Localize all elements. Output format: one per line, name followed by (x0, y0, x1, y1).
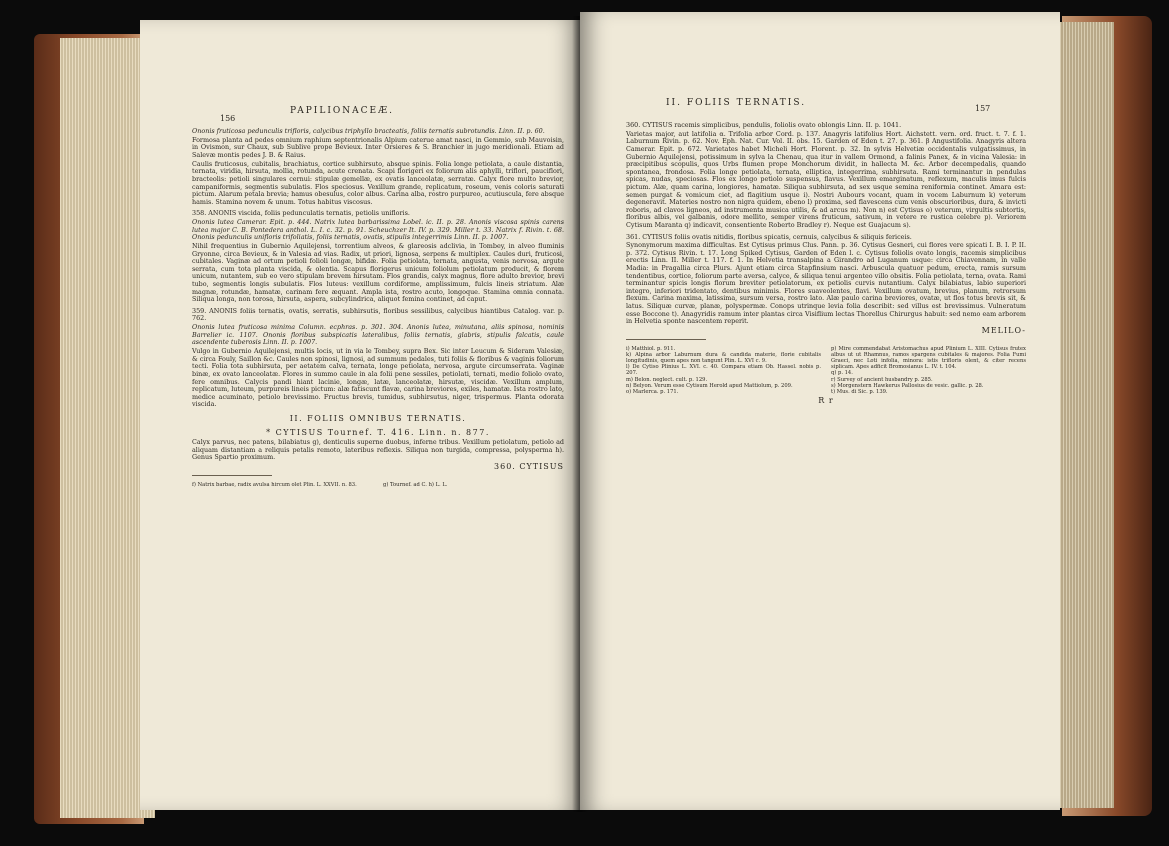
genus-description: Calyx parvus, nec patens, bilabiatus g), denticulis superne duobus, inferne tribus. Vexillum petiolatum, petiolo ad aliquam distantiam a reliquis petalis remoto, lateribus reflexis. Siliqua non turgida, compressa, polysperma h). Genus Spartio proximum. (192, 438, 564, 462)
left-running-head: PAPILIONACEÆ. (290, 106, 394, 116)
species-entry (192, 308, 564, 409)
footnote: g) Tournef. ad C. h) L. L. (383, 481, 448, 488)
entry-number: 358. (192, 209, 207, 218)
catchword: 360. CYTISUS (494, 462, 564, 472)
paragraph: Caulis fruticosus, cubitalis, brachiatus, cortice subhirsuto, absque spinis. Folia longe petiolata, a caule distantia, ternata, viridia, hirsuta, mollia, rotunda, acute crenata. Scapi florigeri ex foliorum alis aphylli, triflori, pauciflori, bracteolis: petioli singulares cernui: stipulæ gemellæ, ex ovatis lanceolatæ, serratæ. Calyx flore multo brevior, campaniformis, segmentis subulatis. Flos speciosus. Vexillum grande, replicatum, roseum, venis coloris saturati pictum. Alarum petala brevia; hamus obesulus, color albus. Carina alba, rostro purpureo, acutiuscula, fere absque hamis. Stamina novem & unum. Totus habitus viscosus. (192, 159, 564, 206)
book-spread (20, 8, 1152, 834)
right-page-number: 157 (975, 104, 991, 113)
species-entry (626, 234, 1026, 326)
footnote: r) Survey of ancient husbandry p. 285. (831, 376, 933, 383)
page-edges-right (1054, 22, 1114, 808)
footnote: s) Morgenstern Hawkerus Pallosius de vesic. gallic. p. 28. (831, 382, 984, 389)
entry-synonyms: Ononis lutea Camerar. Epit. p. 444. Natrix lutea barbarissima Lobel. ic. II. p. 28. Anonis viscosa spinis carens lutea major C. B. Pontedera anthol. L. I. c. 32. p. 91. Scheuchzer It. IV. p. 329. Miller t. 33. Natrix f. Rivin. t. 68. Ononis pedunculis unifloris trifoliatis, foliis ternatis, ovatis, stipulis integerrimis Linn. II. p. 1007. (192, 218, 564, 242)
footnote: k) Alpina arbor Laburnum dura & candida materie, florie cubitalis longitudinis, quem apes non tangunt Plin. L. XVI c. 9. (626, 351, 821, 364)
paragraph: Formosa planta ad pedes omnium raphium septentrionalis Alpium caterue amat nasci, in Gemmio, sub Mauvoisin, in Ovismon, sur Chaux, sub Sublive prope Bevieux. Inter Orsieres & S. Branchier in jugo meridionali. Etiam ad Salevæ montis pedes J. B. & Raius. (192, 135, 564, 159)
section-heading: II. FOLIIS OMNIBUS TERNATIS. (289, 413, 467, 423)
footnote: f) Natrix barbae, radix avulsa hircum olet Plin. L. XXVII. n. 83. (192, 481, 357, 488)
entry-synonyms: Ononis lutea fruticosa minima Column. ecphras. p. 301. 304. Anonis lutea, minutana, aliis spinosa, nominis Barrelier ic. 1107. Ononis floribus subspicatis lateralibus, foliis ternatis, glabris, stipulis falcatis, caule ascendente tuberosis Linn. II. p. 1007. (192, 323, 564, 347)
footnote-rule (192, 475, 272, 476)
entry-text: Vulgo in Gubernio Aquilejensi, multis locis, ut in via le Tombey, supra Bex. Sic inter Leucum & Sideram Valesiæ, & circa Fouly, Saillon &c. Caules non spinosi, lignosi, ad summum pedales, tuti foliis & floribus & vaginis foliorum tecti. Folia tota subhirsuta, per aetatem calva, ternata, longe petiolata, nervosa, argute circumserrata. Vaginæ binæ, ex ovato lanceolatæ. Flores in summo caule in ala folii pene sessiles, petiolati, ternati, medio foliolo ovato, fere omnibus. Calycis pandi hiant lacinie, longæ, latæ, lanceolatæ, hirsutæ, viscidæ. Vexillum amplum, replicatum, luteum, purpureis lineis pictum: alæ fatiscunt flavæ, carina breviores, exiles, hamatæ. Ista rostro lato, medice acuminato, petiolo brevissimo. Fructus brevis, tumidus, subhirsutus, niger, trispermus. Planta odorata viscida. (192, 347, 565, 409)
left-page-number: 156 (220, 114, 236, 123)
entry-text: Synonymorum maxima difficultas. Est Cytisus primus Clus. Pann. p. 36. Cytisus Gesneri, cui flores vere spicati I. B. I. P. II. p. 372. Cytisus Rivin. t. 17. Long Spiked Cytisus, Garden of Eden l. c. Cytisus foliolis ovato longis, racemis simplicibus erectis Linn. II. Miller t. 117. f. 1. In Helvetia transalpina a Girandro ad Luganum usque: circa Chiavennam, in valle Madia: in Pragallia circa Plurs. Ajunt etiam circa Stapfinsium nasci. Arbuscula quatuor pedum, erecta, ramis sursum tendentibus, cortice, foliorum parte aversa, calyce, & siliqua tenui argenteo villo obsitis. Folia petiolata, terna, ovata. Rami terminantur spicis longis florum breviter petiolatorum, ex petiolis curvis nutantium. Calyx bilabiatus, labio superiori integro, inferiori tridentato, dentibus minimis. Flores suaveolentes, flavi. Vexillum ovatum, brevius, planum, retrorsum flexum. Carina maxima, latissima, sursum versa, rostro lato. Alæ paulo carina breviores, ovatæ, ut flos totus brevis sit, & latus. Siliquæ curvæ, planæ, polyspermæ. Conops utrinque levia folia describit: sed villus est brevissimus. Vulneratum esse Boccone t). Anagyridis ramum inter plantas circa Visiflium lectas Thorellus Chirurgus habuit: sed nemo eam arborem in Helvetia sponte nascentem reperit. (626, 241, 1026, 326)
footnote: p) Mire commendabat Aristomachus apud Plinium L. XIII. Cytisus frutex albus ut ut Rhamnus, ramos spargens cubitales & majores. Folia Fumi Graeci, nec Loti infolia, minora: istis trifloris olent, & citer recens siplicam. Apes adficit Bromosianus L. IV. t. 104. (831, 345, 1026, 371)
footnotes (626, 346, 1026, 396)
footnote: t) Mus. di Sic. p. 139. (831, 389, 888, 396)
genus-heading: * CYTISUS Tournef. T. 416. Linn. n. 877. (266, 427, 490, 437)
left-page (140, 20, 580, 810)
right-text-column (626, 118, 1026, 405)
footnote: m) Belon. neglect. cult. p. 129. (626, 376, 708, 383)
footnote: q) p. 14. (831, 370, 853, 377)
species-entry (626, 122, 1026, 230)
entry-title: CYTISUS foliis ovatis nitidis, floribus spicatis, cernuis, calycibus & siliquis fericeis. (642, 232, 912, 241)
species-entry (192, 210, 564, 304)
paragraph: Ononis fruticosa pedunculis trifloris, calycibus triphyllo bracteatis, foliis ternatis subrotundis. Linn. II. p. 60. (192, 127, 545, 135)
left-text-column (192, 128, 564, 488)
footnotes (192, 482, 564, 488)
entry-text: Nihil frequentius in Gubernio Aquilejensi, torrentium alveos, & glareosis adclivia, in Tombey, in alveo fluminis Gryonne, circa Bevieux, & in Valesia ad vias. Radix, ut priori, lignosa, serpens & multiplex. Caules duri, fruticosi, cubitales. Vaginæ ad ortum petioli folioli longæ, bifidæ. Folia petiolata, ternata, angusta, venis nervosa, argute serrata, cum tota planta viscida, & olentia. Scapus florigerus unicum foliolum petiolatum producit, & florem unicum, nutantem, sub eo vero stipulam brevem hirsutam. Flos grandis, calyx magnus, flore adulto brevior, brevi tubo, segmentis longis subulatis. Flos luteus: vexillum cordiforme, amplissimum, fulcis lineis striatum. Alæ magnæ, rotundæ, hamatæ, carinam fere æquant. Ampla ista, rostro acuto, longoque. Stamina omnia connata. Siliqua longa, non torosa, hirsuta, aspera, subcylindrica, aliquot femina continet, ad caput. (192, 242, 564, 304)
entry-title: CYTISUS racemis simplicibus, pendulis, foliolis ovato oblongis Linn. II. p. 1041. (642, 121, 902, 129)
footnote: n) Belyon. Verum esse Cytisum Herold apud Mattiolum, p. 209. (626, 382, 793, 389)
right-page (580, 12, 1060, 810)
entry-title: ANONIS viscida, foliis pedunculatis ternatis, petiolis unifloris. (208, 209, 410, 218)
entry-number: 361. (626, 232, 641, 241)
signature-mark: R r (818, 396, 834, 406)
right-running-head: II. FOLIIS TERNATIS. (666, 98, 807, 108)
footnotes-column-left (626, 346, 821, 396)
footnotes-column-right (831, 346, 1026, 396)
footnote: i) Matthiol. p. 911. (626, 345, 676, 352)
footnote: o) Marlerca. p. 171. (626, 389, 679, 396)
catchword: MELILO- (981, 326, 1026, 335)
entry-number: 359. (192, 306, 207, 315)
entry-title: ANONIS foliis ternatis, ovatis, serratis, subhirsutis, floribus sessilibus, calycibus hiantibus Catalog. var. p. 762. (192, 306, 564, 323)
entry-number: 360. (626, 121, 641, 129)
entry-text: Varietas major, aut latifolia α. Trifolia arbor Cord. p. 137. Anagyris latifolius Hort. Aichstett. vern. ord. fruct. t. 7. f. 1. Laburnum Rivin. p. 62. Nov. Eph. Nat. Cur. Vol. II. obs. 15. Garden of Eden t. 27. p. 361. β Angustifolia. Anagyris altera Camerar. Epit. p. 672. Varietates habet Micheli Hort. Florent. p. 32. In sylvis Helvetiæ occidentalis vulgatissimus, in Gubernio Aquilejensi, potissimum in sylva la Chenau, qua itur in vallem Ormond, a falinis Panex, & in vicina Valesia: in præcipitibus scopulis, quos Urbs flumen prope Monchorum dividit, in hallecta M. &c. Arbor decempedalis, quando spontanea, frondosa. Folia longe petiolata, ternata, elliptica, integerrima, subhirsuta. Rami terminantur in pendulas spicas, nudas, speciosas. Flos ex longo petiolo suspensus, flavus. Vexillum emarginatum, reflexum, maculis imus fulcis pictum. Alæ, quam carina, longiores, hamatæ. Siliqua subhirsuta, ad sex usque semina reniformia continet. Amara est: semen purgat & vomicum ciet, ad flagitium usque i). Nostri Aubours vocant, quam in vocem Laburnum k) veterum degeneravit. Materies nostro non nigra quidem, ebeno l) proxima, sed flavescens cum venis obscurioribus, dura, & invicti roboris, ad clavos ligneos, ad instrumenta musica utilis, & ad arcus m). Non n) est Cytisus o) veterum, virgultis subtortis, floribus albis, vel galbanis, odore mellito, semper virens fruticum, sativum, in vetere re rustica celebre p). Veriorem Cytisum Maranta q) indicavit, consentiente Roberto Bradley r). Neque est Guajacum s). (626, 129, 1026, 229)
footnote-rule (626, 339, 706, 340)
footnote: l) De Cytiso Plinius L. XVI. c. 40. Compara etiam Ob. Hassel. nobis p. 207. (626, 364, 821, 377)
